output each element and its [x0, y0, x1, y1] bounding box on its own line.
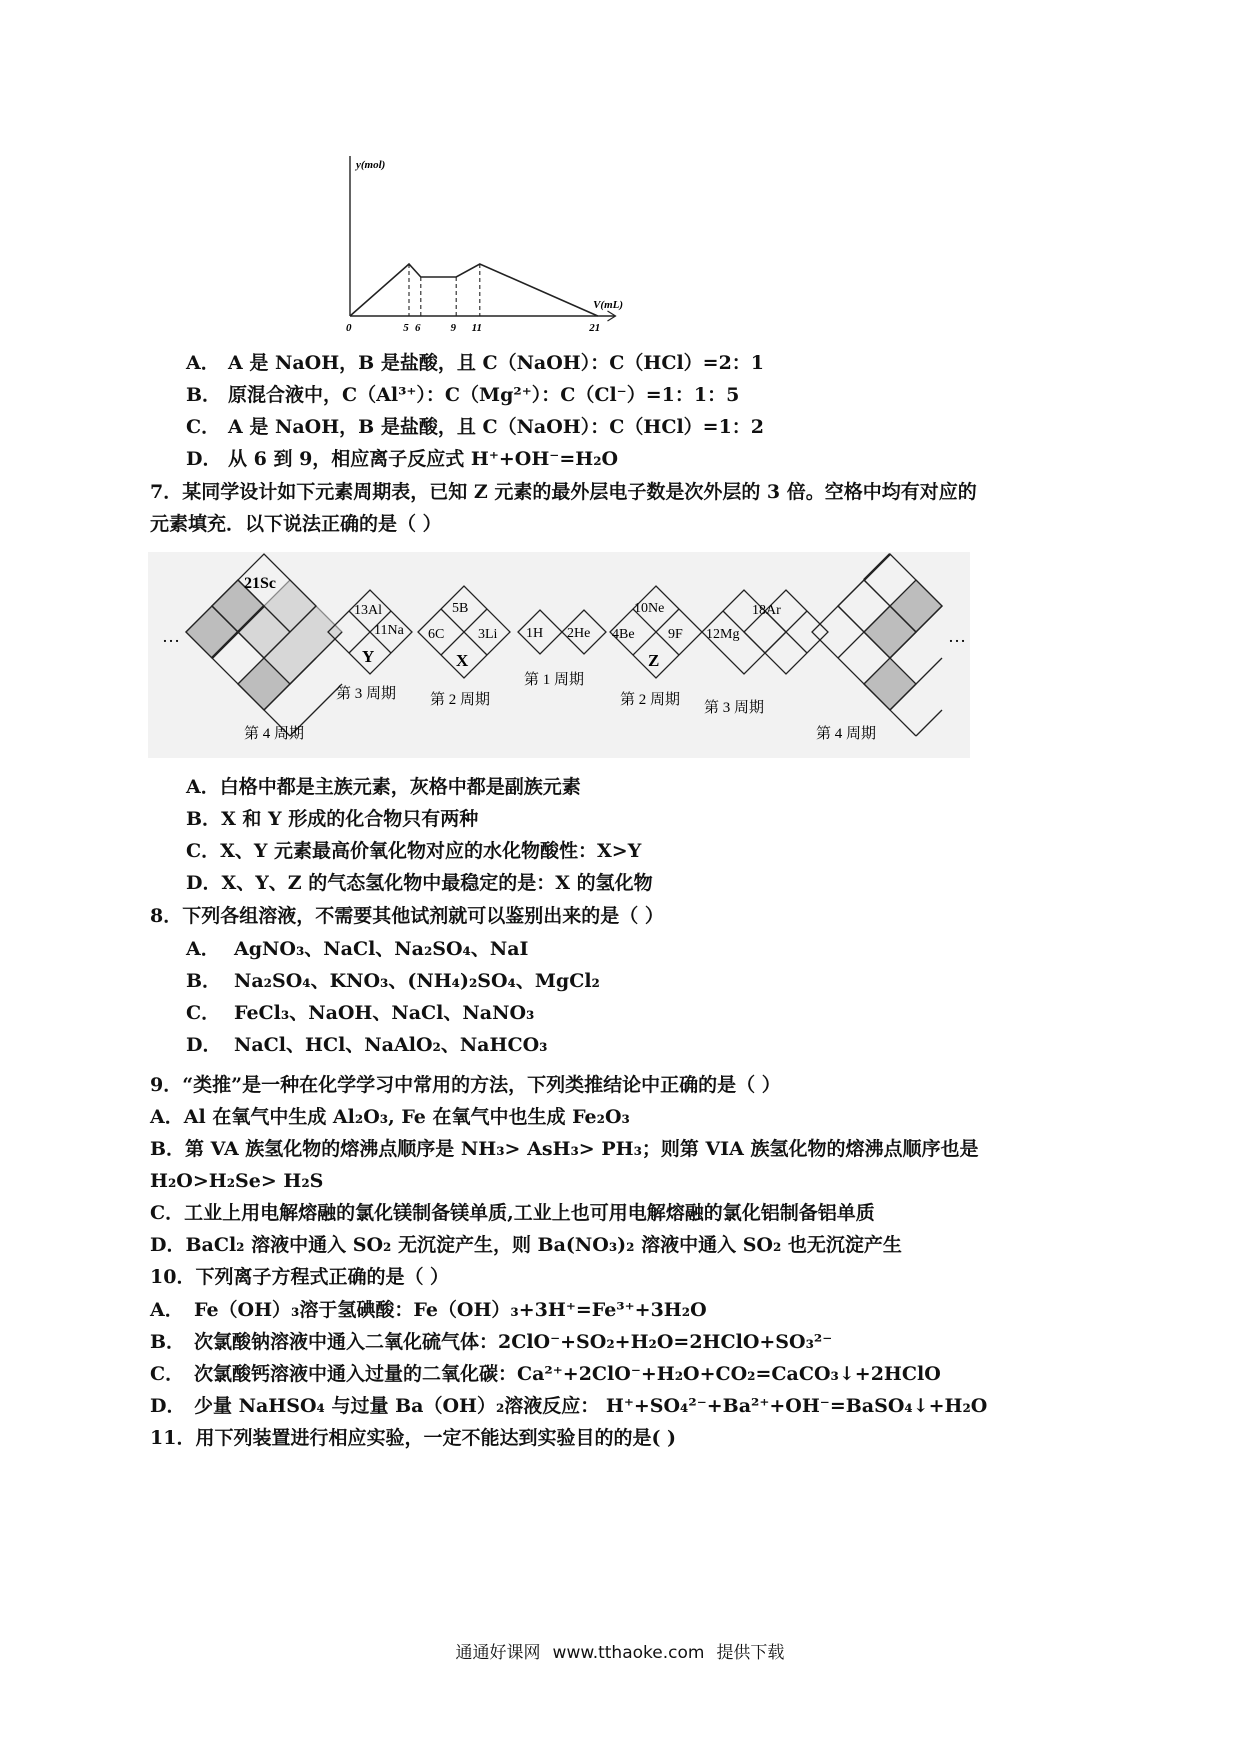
q11-stem: 11．用下列装置进行相应实验，一定不能达到实验目的的是( ) [150, 1427, 677, 1449]
x-tick-label: 5 [403, 322, 409, 334]
option-label: C． [186, 416, 221, 438]
q10-option-b [150, 1329, 832, 1355]
q6-option-b [186, 382, 739, 408]
label-period2-left: 第 2 周期 [430, 692, 491, 708]
periodic-table-figure [148, 552, 970, 758]
chart-tick-labels [346, 322, 600, 334]
q6-option-c [186, 414, 764, 440]
y-axis-label: y(mol) [356, 159, 386, 171]
option-text: AgNO₃、NaCl、Na₂SO₄、NaI [234, 938, 529, 960]
option-text: Fe（OH）₃溶于氢碘酸：Fe（OH）₃+3H⁺=Fe³⁺+3H₂O [194, 1299, 707, 1321]
option-label: C． [186, 840, 221, 862]
q6-option-a [186, 350, 764, 376]
q9-stem: 9．“类推”是一种在化学学习中常用的方法，下列类推结论中正确的是（ ） [150, 1074, 781, 1096]
option-text: X、Y 元素最高价氧化物对应的水化物酸性：X>Y [220, 840, 642, 862]
footer-suffix: 提供下载 [716, 1643, 785, 1663]
option-text: A 是 NaOH，B 是盐酸，且 C（NaOH）：C（HCl）=2：1 [228, 352, 765, 374]
q8-option-b [186, 968, 600, 994]
label-period3-left: 第 3 周期 [336, 686, 397, 702]
q9-option-b-line1: B．第 VA 族氢化物的熔沸点顺序是 NH₃> AsH₃> PH₃；则第 VIA 族氢化物的熔沸点顺序也是 [150, 1138, 979, 1160]
x-axis-label: V(mL) [593, 299, 624, 311]
cell-10ne: 10Ne [634, 601, 665, 616]
option-label: D． [186, 1034, 222, 1056]
q9-option-d: D．BaCl₂ 溶液中通入 SO₂ 无沉淀产生，则 Ba(NO₃)₂ 溶液中通入 SO₂ 也无沉淀产生 [150, 1234, 902, 1256]
option-label: B． [150, 1331, 186, 1353]
cell-6c: 6C [428, 627, 445, 642]
option-text: A 是 NaOH，B 是盐酸，且 C（NaOH）：C（HCl）=1：2 [228, 416, 765, 438]
option-text: Na₂SO₄、KNO₃、(NH₄)₂SO₄、MgCl₂ [234, 970, 600, 992]
option-label: B． [186, 384, 222, 406]
option-text: 少量 NaHSO₄ 与过量 Ba（OH）₂溶液反应： H⁺+SO₄²⁻+Ba²⁺+OH⁻=BaSO₄↓+H₂O [194, 1395, 988, 1417]
option-label: A． [186, 776, 220, 798]
option-text: 从 6 到 9，相应离子反应式 H⁺+OH⁻=H₂O [228, 448, 619, 470]
label-period2-right: 第 2 周期 [620, 692, 681, 708]
cell-11na: 11Na [374, 623, 404, 638]
chart-series-line [350, 264, 598, 316]
ellipsis-right: … [948, 626, 966, 646]
cell-4be: 4Be [612, 627, 635, 642]
cell-5b: 5B [452, 601, 469, 616]
q8-option-c [186, 1000, 534, 1026]
cell-3li: 3Li [478, 627, 498, 642]
x-tick-label: 11 [471, 322, 483, 334]
footer-site: 通通好课网 [455, 1643, 541, 1663]
q8-option-d [186, 1032, 547, 1058]
ellipsis-left: … [162, 626, 180, 646]
option-text: X 和 Y 形成的化合物只有两种 [221, 808, 479, 830]
cell-y: Y [362, 647, 375, 666]
cell-1h: 1H [526, 626, 544, 641]
q10-option-c [150, 1361, 941, 1387]
option-text: FeCl₃、NaOH、NaCl、NaNO₃ [234, 1002, 535, 1024]
q6-option-d [186, 446, 618, 472]
cell-13al: 13Al [354, 603, 382, 618]
option-label: D． [186, 872, 222, 894]
cell-z: Z [648, 651, 660, 670]
option-label: C． [186, 1002, 221, 1024]
q10-option-a [150, 1297, 707, 1323]
option-text: 次氯酸钠溶液中通入二氧化硫气体：2ClO⁻+SO₂+H₂O=2HClO+SO₃²⁻ [194, 1331, 833, 1353]
q7-stem-line2: 元素填充．以下说法正确的是（ ） [150, 513, 442, 535]
q7-stem-line1: 7．某同学设计如下元素周期表，已知 Z 元素的最外层电子数是次外层的 3 倍。空格中均有对应的 [150, 481, 977, 503]
cell-x: X [456, 651, 469, 670]
option-label: B． [186, 970, 222, 992]
cell-2he: 2He [567, 626, 591, 641]
q8-option-a [186, 936, 528, 962]
cell-12mg: 12Mg [706, 627, 740, 642]
volume-mol-chart [330, 150, 660, 346]
series-line [350, 264, 598, 316]
q7-option-d [186, 870, 653, 896]
option-label: D． [186, 448, 222, 470]
period4-right-block [812, 554, 942, 736]
option-text: 白格中都是主族元素，灰格中都是副族元素 [219, 776, 581, 798]
label-period3-right: 第 3 周期 [704, 700, 765, 716]
q10-option-d [150, 1393, 987, 1419]
label-period4-right: 第 4 周期 [816, 726, 877, 742]
q9-option-a: A．Al 在氧气中生成 Al₂O₃, Fe 在氧气中也生成 Fe₂O₃ [150, 1106, 630, 1128]
cell-9f: 9F [668, 627, 683, 642]
q9-option-b-line2: H₂O>H₂Se> H₂S [150, 1170, 324, 1192]
x-tick-label: 9 [450, 322, 456, 334]
option-label: B． [186, 808, 222, 830]
cell-21sc: 21Sc [244, 575, 276, 592]
q8-stem: 8．下列各组溶液，不需要其他试剂就可以鉴别出来的是（ ） [150, 905, 664, 927]
q10-stem: 10．下列离子方程式正确的是（ ） [150, 1266, 450, 1288]
option-label: C． [150, 1363, 185, 1385]
origin-label: 0 [346, 322, 352, 334]
page-footer [0, 1638, 1240, 1663]
q9-option-c: C．工业上用电解熔融的氯化镁制备镁单质,工业上也可用电解熔融的氯化铝制备铝单质 [150, 1202, 875, 1224]
option-text: 次氯酸钙溶液中通入过量的二氧化碳：Ca²⁺+2ClO⁻+H₂O+CO₂=CaCO₃↓+2HClO [194, 1363, 941, 1385]
option-text: 原混合液中，C（Al³⁺）：C（Mg²⁺）：C（Cl⁻）=1：1：5 [228, 384, 740, 406]
chart-guide-lines [409, 264, 480, 316]
option-label: A． [186, 938, 220, 960]
cell-18ar: 18Ar [752, 603, 781, 618]
option-label: D． [150, 1395, 186, 1417]
q7-option-b [186, 806, 478, 832]
option-label: A． [150, 1299, 184, 1321]
option-text: X、Y、Z 的气态氢化物中最稳定的是：X 的氢化物 [221, 872, 653, 894]
label-period1: 第 1 周期 [524, 672, 585, 688]
label-period4-left: 第 4 周期 [244, 726, 305, 742]
x-tick-label: 21 [589, 322, 601, 334]
q7-option-c [186, 838, 641, 864]
x-tick-label: 6 [415, 322, 421, 334]
chart-axes [350, 156, 623, 321]
footer-url: www.tthaoke.com [552, 1643, 705, 1663]
q7-option-a [186, 774, 581, 800]
option-label: A． [186, 352, 220, 374]
option-text: NaCl、HCl、NaAlO₂、NaHCO₃ [234, 1034, 548, 1056]
